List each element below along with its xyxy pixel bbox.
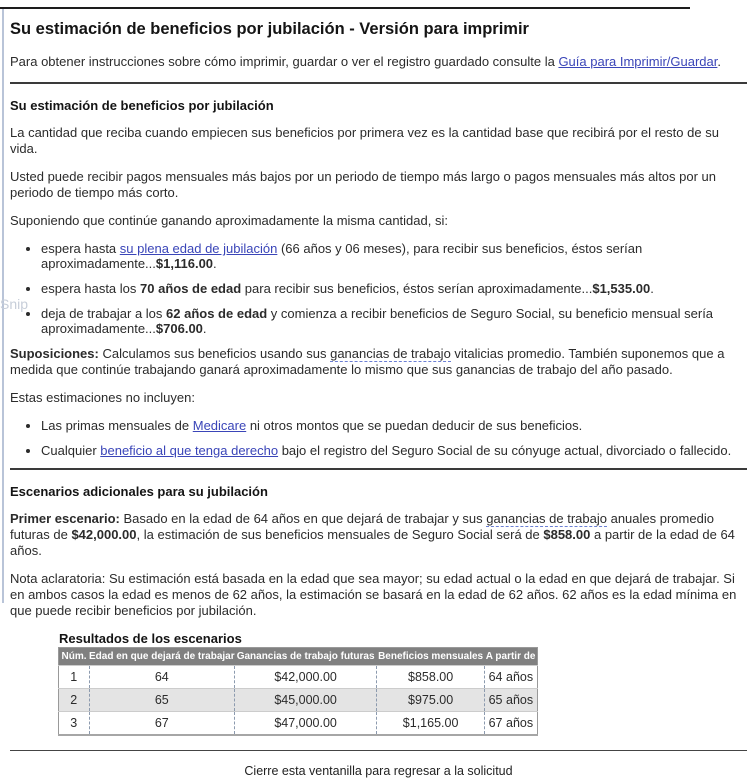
cell-num: 3 bbox=[59, 712, 90, 736]
bold-text: $706.00 bbox=[155, 321, 203, 336]
table-row bbox=[59, 712, 538, 736]
cell-stop-age: 65 bbox=[89, 689, 235, 712]
payment-tradeoff-paragraph: Usted puede recibir pagos mensuales más bajos por un periodo de tiempo más largo o pagos mensuales más altos por un periodo de tiempo más corto. bbox=[10, 169, 717, 200]
first-scenario-paragraph bbox=[10, 511, 747, 559]
cell-future-earnings: $42,000.00 bbox=[235, 666, 377, 689]
section-divider bbox=[10, 468, 747, 470]
text-segment: (66 años y 06 meses), para recibir sus beneficios, éstos serían aproximadamente... bbox=[41, 241, 643, 271]
text-segment: Calculamos sus beneficios usando sus bbox=[98, 346, 331, 361]
cell-stop-age: 64 bbox=[89, 666, 235, 689]
cell-starting-age: 65 años bbox=[485, 689, 538, 712]
cell-stop-age: 67 bbox=[89, 712, 235, 736]
bold-text: 70 años de edad bbox=[140, 281, 242, 296]
table-row bbox=[59, 666, 538, 689]
cell-monthly-benefit: $858.00 bbox=[377, 666, 485, 689]
text-segment: y comienza a recibir beneficios de Seguro Social, su beneficio mensual sería aproximadamente... bbox=[41, 306, 714, 336]
text-segment: . bbox=[202, 321, 207, 336]
cell-monthly-benefit: $975.00 bbox=[377, 689, 485, 712]
column-header-num: Núm. bbox=[59, 648, 90, 666]
full-retirement-age-link[interactable]: su plena edad de jubilación bbox=[119, 241, 278, 256]
medicare-exclusion-item bbox=[41, 418, 747, 433]
table-header-row bbox=[59, 648, 538, 666]
scenarios-section-heading: Escenarios adicionales para su jubilación bbox=[10, 484, 268, 499]
benefit-scenarios-list bbox=[10, 241, 747, 336]
table-row bbox=[59, 689, 538, 712]
text-segment: . bbox=[213, 256, 217, 271]
exclusions-intro: Estas estimaciones no incluyen: bbox=[10, 390, 195, 405]
cell-future-earnings: $47,000.00 bbox=[235, 712, 377, 736]
text-segment: espera hasta los bbox=[41, 281, 141, 296]
print-save-guide-link[interactable]: Guía para Imprimir/Guardar bbox=[558, 54, 718, 69]
text-segment: deja de trabajar a los bbox=[41, 306, 167, 321]
benefit-at-70-item bbox=[41, 281, 747, 296]
text-segment: ni otros montos que se puedan deducir de sus beneficios. bbox=[246, 418, 583, 433]
scenario-results-block bbox=[58, 631, 747, 736]
bold-text: $858.00 bbox=[543, 527, 591, 542]
bold-text: $42,000.00 bbox=[71, 527, 137, 542]
footer-divider bbox=[10, 750, 747, 751]
bold-text: $1,535.00 bbox=[592, 281, 651, 296]
text-segment: para recibir sus beneficios, éstos serían aproximadamente... bbox=[241, 281, 593, 296]
cell-num: 1 bbox=[59, 666, 90, 689]
text-segment: Cualquier bbox=[41, 443, 101, 458]
bold-text: Primer escenario: bbox=[10, 511, 120, 526]
cell-future-earnings: $45,000.00 bbox=[235, 689, 377, 712]
text-segment: a partir de la edad de 64 años. bbox=[10, 527, 735, 558]
section-divider bbox=[10, 82, 747, 84]
base-amount-paragraph: La cantidad que reciba cuando empiecen sus beneficios por primera vez es la cantidad base que recibirá por el resto de su vida. bbox=[10, 125, 719, 156]
cell-starting-age: 67 años bbox=[485, 712, 538, 736]
snip-tool-watermark: Snip bbox=[0, 296, 29, 312]
text-segment: Para obtener instrucciones sobre cómo imprimir, guardar o ver el registro guardado consulte la bbox=[10, 54, 559, 69]
medicare-link[interactable]: Medicare bbox=[192, 418, 247, 433]
text-segment: . bbox=[717, 54, 722, 69]
assumptions-paragraph bbox=[10, 346, 747, 378]
bold-text: 62 años de edad bbox=[166, 306, 268, 321]
exclusions-list bbox=[10, 418, 747, 458]
work-earnings-term[interactable]: ganancias de trabajo bbox=[330, 346, 451, 361]
text-segment: vitalicias promedio. También suponemos que a medida que continúe trabajando ganará aproximadamente lo mismo que sus ganancias de trabajo del año pasado. bbox=[10, 346, 725, 377]
column-header-future-earnings: Ganancias de trabajo futuras bbox=[235, 648, 377, 666]
text-segment: . bbox=[650, 281, 654, 296]
text-segment: Basado en la edad de 64 años en que dejará de trabajar y sus bbox=[119, 511, 487, 526]
cell-num: 2 bbox=[59, 689, 90, 712]
page-title: Su estimación de beneficios por jubilación - Versión para imprimir bbox=[10, 20, 529, 38]
spouse-benefit-exclusion-item bbox=[41, 443, 747, 458]
entitled-benefit-link[interactable]: beneficio al que tenga derecho bbox=[100, 443, 279, 458]
cell-monthly-benefit: $1,165.00 bbox=[377, 712, 485, 736]
column-header-stop-age: Edad en que dejará de trabajar bbox=[89, 648, 235, 666]
close-window-instruction: Cierre esta ventanilla para regresar a la solicitud bbox=[244, 764, 513, 778]
text-segment: Las primas mensuales de bbox=[41, 418, 193, 433]
text-segment: anuales promedio futuras de bbox=[10, 511, 714, 542]
text-segment: bajo el registro del Seguro Social de su cónyuge actual, divorciado o fallecido. bbox=[278, 443, 732, 458]
benefit-at-fra-item bbox=[41, 241, 747, 271]
text-segment: espera hasta bbox=[41, 241, 120, 256]
column-header-starting-at: A partir de bbox=[485, 648, 538, 666]
assuming-earnings-paragraph: Suponiendo que continúe ganando aproximadamente la misma cantidad, si: bbox=[10, 213, 448, 228]
bold-text: Suposiciones: bbox=[10, 346, 99, 361]
cell-starting-age: 64 años bbox=[485, 666, 538, 689]
clarifying-note-paragraph: Nota aclaratoria: Su estimación está basada en la edad que sea mayor; su edad actual o la edad en que dejará de trabajar. Si en ambos casos la edad es menos de 62 años, la estimación se basará en la edad de 62 años. 62 años es la edad mínima en que puede recibir beneficios por jubilación. bbox=[10, 571, 737, 618]
table-caption: Resultados de los escenarios bbox=[59, 631, 242, 646]
estimate-section-heading: Su estimación de beneficios por jubilación bbox=[10, 98, 274, 113]
work-earnings-term[interactable]: ganancias de trabajo bbox=[486, 511, 607, 526]
intro-paragraph bbox=[10, 54, 747, 70]
text-segment: , la estimación de sus beneficios mensuales de Seguro Social será de bbox=[136, 527, 544, 542]
benefit-at-62-item bbox=[41, 306, 747, 336]
scenario-results-table bbox=[58, 647, 538, 736]
column-header-monthly-benefits: Beneficios mensuales bbox=[377, 648, 485, 666]
bold-text: $1,116.00 bbox=[155, 256, 214, 271]
